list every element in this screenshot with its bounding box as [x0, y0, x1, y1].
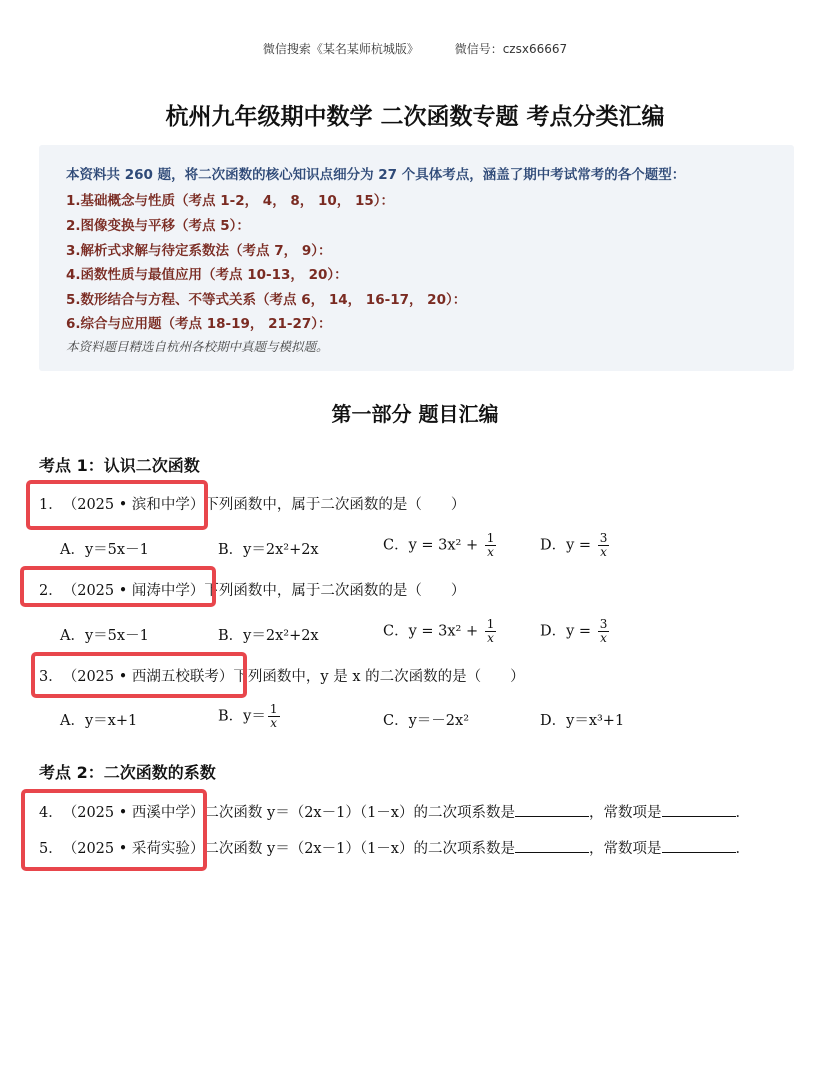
question-source: （2025 • 采荷实验）: [62, 841, 205, 857]
question-source: （2025 • 西湖五校联考）: [62, 669, 234, 685]
question-text: 下列函数中，y 是 x 的二次函数的是（ ）: [233, 669, 525, 685]
fraction-numerator: 1: [486, 531, 495, 545]
fraction: [485, 618, 497, 645]
question-text: 下列函数中，属于二次函数的是（ ）: [204, 497, 466, 513]
intro-item: 3.解析式求解与待定系数法（考点 7， 9）：: [66, 243, 332, 259]
question-text: ，常数项是: [589, 805, 662, 821]
option-c: C．y＝－2x²: [383, 713, 470, 729]
question-source: （2025 • 滨和中学）: [62, 497, 205, 513]
source-highlight-box: [26, 480, 208, 530]
question-number: 4．: [39, 805, 63, 821]
fraction-denominator: x: [600, 545, 607, 559]
answer-blank[interactable]: [662, 802, 736, 817]
question-text: 二次函数 y＝（2x－1）（1－x）的二次项系数是: [204, 805, 515, 821]
option-d: D．y＝x³+1: [540, 713, 625, 729]
fraction-denominator: x: [487, 545, 494, 559]
question-number: 2．: [39, 583, 63, 599]
fraction: [268, 703, 280, 730]
fraction-denominator: x: [487, 631, 494, 645]
fraction: [485, 532, 497, 559]
option-text: D．y =: [540, 623, 596, 640]
option-text: C．y = 3x² +: [383, 623, 483, 640]
source-highlight-box: [20, 566, 216, 607]
question-text: 下列函数中，属于二次函数的是（ ）: [204, 583, 466, 599]
answer-blank[interactable]: [515, 802, 589, 817]
fraction-denominator: x: [270, 716, 278, 730]
intro-lead: 本资料共 260 题，将二次函数的核心知识点细分为 27 个具体考点，涵盖了期中考试常考的各个题型：: [66, 167, 686, 183]
document-title: 杭州九年级期中数学 二次函数专题 考点分类汇编: [165, 104, 665, 130]
part-title: 第一部分 题目汇编: [331, 402, 499, 426]
fraction: [598, 618, 610, 645]
option-text: D．y =: [540, 537, 596, 554]
answer-blank[interactable]: [662, 838, 736, 853]
option-d: [540, 618, 611, 645]
question-text: ．: [735, 805, 750, 821]
option-c: [383, 618, 498, 645]
intro-item: 4.函数性质与最值应用（考点 10-13， 20）：: [66, 267, 348, 283]
source-highlight-box: [31, 652, 247, 698]
option-a: A．y＝x+1: [60, 713, 138, 729]
question-source: （2025 • 闻涛中学）: [62, 583, 205, 599]
question-text: ，常数项是: [589, 841, 662, 857]
fraction-numerator: 1: [486, 617, 495, 631]
option-a: A．y＝5x－1: [60, 542, 149, 558]
intro-item: 6.综合与应用题（考点 18-19， 21-27）：: [66, 316, 332, 332]
option-b: B．y＝2x²+2x: [218, 542, 319, 558]
page-header: [0, 40, 830, 57]
question-number: 1．: [39, 497, 63, 513]
fraction-numerator: 3: [599, 617, 608, 631]
intro-item: 2.图像变换与平移（考点 5）：: [66, 218, 250, 234]
intro-item: 5.数形结合与方程、不等式关系（考点 6， 14， 16-17， 20）：: [66, 292, 467, 308]
option-a: A．y＝5x－1: [60, 628, 149, 644]
intro-note: 本资料题目精选自杭州各校期中真题与模拟题。: [66, 339, 329, 354]
option-b: [218, 703, 282, 730]
option-text: B．y＝: [218, 708, 266, 725]
source-highlight-box: [21, 789, 207, 871]
fraction-denominator: x: [600, 631, 607, 645]
option-c: [383, 532, 498, 559]
option-text: C．y = 3x² +: [383, 537, 483, 554]
fraction-numerator: 3: [599, 531, 608, 545]
fraction-numerator: 1: [269, 702, 278, 716]
header-wechat-id: 微信号：czsx66667: [454, 42, 568, 56]
question-source: （2025 • 西溪中学）: [62, 805, 205, 821]
option-b: B．y＝2x²+2x: [218, 628, 319, 644]
intro-item: 1.基础概念与性质（考点 1-2， 4， 8， 10， 15）：: [66, 193, 395, 209]
section-title: 考点 1：认识二次函数: [39, 456, 200, 475]
question-text: 二次函数 y＝（2x－1）（1－x）的二次项系数是: [204, 841, 515, 857]
question-number: 5．: [39, 841, 63, 857]
fraction: [598, 532, 610, 559]
question-number: 3．: [39, 669, 63, 685]
section-title: 考点 2：二次函数的系数: [39, 763, 216, 782]
question-text: ．: [735, 841, 750, 857]
option-d: [540, 532, 611, 559]
answer-blank[interactable]: [515, 838, 589, 853]
header-search-hint: 微信搜索《某名某师杭城版》: [262, 42, 419, 56]
